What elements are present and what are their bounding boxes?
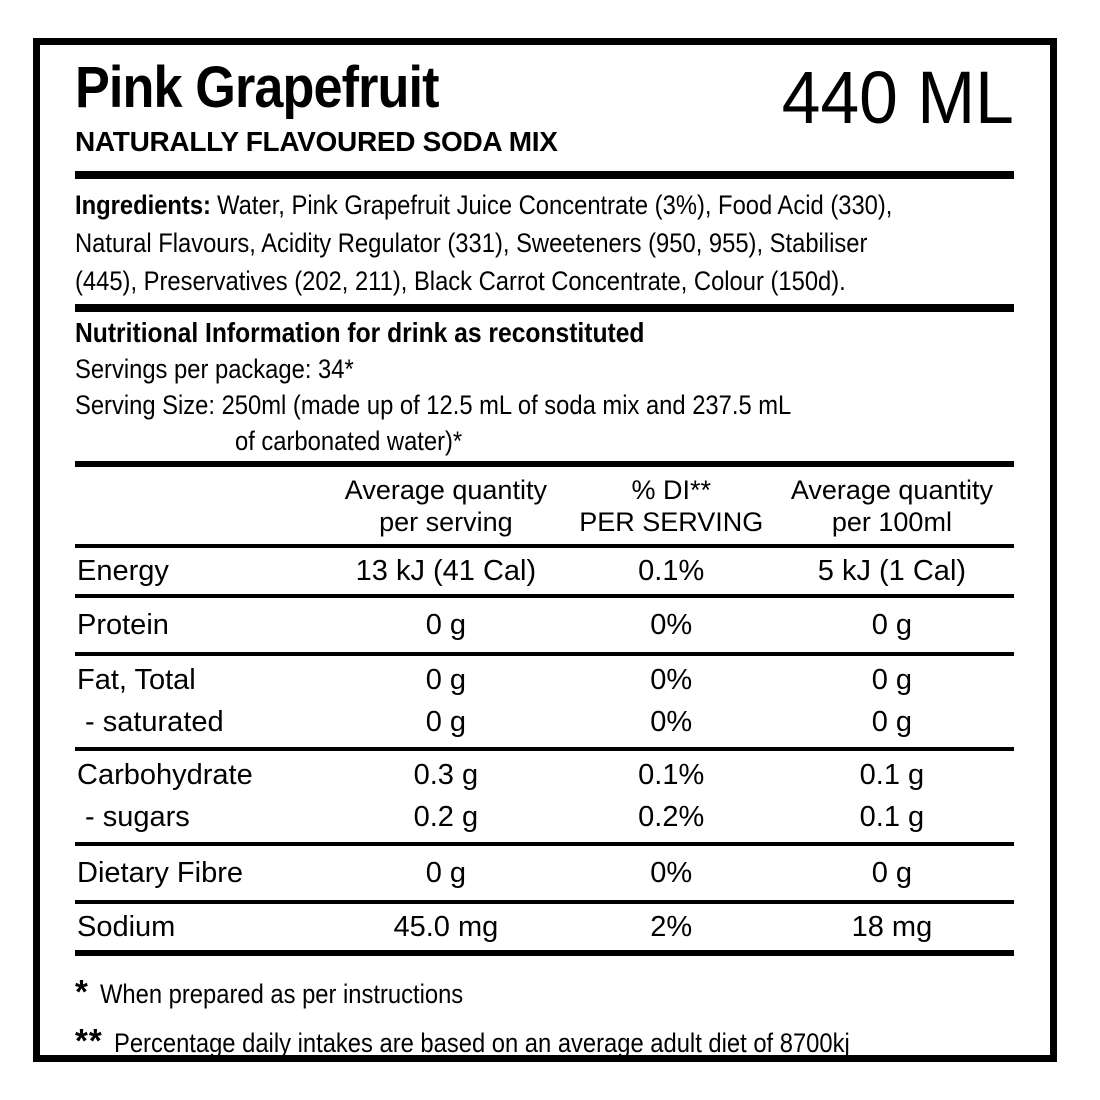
- row-group-energy: [75, 546, 1014, 596]
- serving-size-line1: Serving Size: 250ml (made up of 12.5 mL of soda mix and 237.5 mL: [75, 390, 792, 420]
- ingredients-heading: Ingredients:: [75, 190, 211, 220]
- value-di: 0.1%: [638, 759, 705, 791]
- value-per-100ml: 5 kJ (1 Cal): [817, 555, 967, 587]
- nutrition-info-intro: [75, 315, 1014, 459]
- value-per-100ml: 0 g: [871, 706, 913, 738]
- header-left: [75, 45, 558, 158]
- col-header-empty: [75, 464, 319, 546]
- section-divider: [75, 171, 1014, 179]
- row-group-fibre: [75, 844, 1014, 902]
- footnote-text: Percentage daily intakes are based on an average adult diet of 8700kj: [113, 1028, 850, 1058]
- nutrition-table: [75, 461, 1014, 956]
- ingredients-line: (445), Preservatives (202, 211), Black Carrot Concentrate, Colour (150d).: [75, 266, 846, 296]
- value-per-serving: 45.0 mg: [393, 911, 499, 943]
- row-group-sodium: [75, 902, 1014, 953]
- row-group-fat: [75, 654, 1014, 749]
- table-row-carbohydrate: [75, 749, 1014, 796]
- footnote-marker: **: [75, 1022, 103, 1059]
- volume-text: 440 ML: [781, 56, 1014, 139]
- nutrient-name: - sugars: [85, 801, 190, 833]
- value-di: 0.2%: [638, 801, 705, 833]
- label-header: [75, 45, 1014, 158]
- servings-per-package: Servings per package: 34*: [75, 354, 354, 384]
- section-divider: [75, 304, 1014, 312]
- value-di: 2%: [650, 911, 693, 943]
- nutrient-name: Dietary Fibre: [77, 857, 243, 889]
- table-row-protein: [75, 596, 1014, 654]
- col-header-per-100ml: Average quantity per 100ml: [790, 475, 993, 537]
- value-per-serving: 0.2 g: [413, 801, 479, 833]
- value-per-serving: 0 g: [425, 857, 467, 889]
- footnote-daily-intake: [75, 1021, 1014, 1063]
- value-per-serving: 0.3 g: [413, 759, 479, 791]
- value-di: 0%: [650, 664, 693, 696]
- footnote-text: When prepared as per instructions: [99, 979, 464, 1009]
- value-per-100ml: 0 g: [871, 857, 913, 889]
- col-header-per-serving: Average quantity per serving: [344, 475, 547, 537]
- value-di: 0%: [650, 857, 693, 889]
- table-row-saturated: [75, 701, 1014, 749]
- value-per-serving: 0 g: [425, 664, 467, 696]
- value-di: 0%: [650, 609, 693, 641]
- nutrient-name: - saturated: [85, 706, 224, 738]
- row-group-carbohydrate: [75, 749, 1014, 844]
- nutrient-name: Sodium: [77, 911, 176, 943]
- table-row-fat-total: [75, 654, 1014, 701]
- footnote-marker: *: [75, 973, 89, 1010]
- value-per-100ml: 0.1 g: [859, 759, 925, 791]
- footnotes: [75, 972, 1014, 1063]
- table-row-sugars: [75, 796, 1014, 844]
- nutrition-table-head: [75, 464, 1014, 546]
- nutrient-name: Carbohydrate: [77, 759, 253, 791]
- value-di: 0.1%: [638, 555, 705, 587]
- product-subtitle: NATURALLY FLAVOURED SODA MIX: [75, 126, 558, 157]
- nutrient-name: Protein: [77, 609, 169, 641]
- col-header-di: % DI** PER SERVING: [579, 475, 764, 537]
- table-row-sodium: [75, 902, 1014, 953]
- ingredients-line: Natural Flavours, Acidity Regulator (331), Sweeteners (950, 955), Stabiliser: [75, 228, 868, 258]
- value-per-100ml: 0 g: [871, 664, 913, 696]
- table-row-energy: [75, 546, 1014, 596]
- value-per-serving: 0 g: [425, 609, 467, 641]
- value-per-serving: 13 kJ (41 Cal): [355, 555, 537, 587]
- product-title: Pink Grapefruit: [75, 55, 439, 120]
- table-row-dietary-fibre: [75, 844, 1014, 902]
- row-group-protein: [75, 596, 1014, 654]
- value-per-100ml: 0.1 g: [859, 801, 925, 833]
- ingredients-line: Ingredients: Water, Pink Grapefruit Juice Concentrate (3%), Food Acid (330),: [75, 190, 893, 220]
- value-di: 0%: [650, 706, 693, 738]
- nutrition-label: [33, 38, 1057, 1062]
- nutrient-name: Fat, Total: [77, 664, 196, 696]
- value-per-100ml: 18 mg: [851, 911, 933, 943]
- value-per-100ml: 0 g: [871, 609, 913, 641]
- nutrition-section-title: Nutritional Information for drink as reconstituted: [75, 317, 645, 348]
- footnote-prepared: [75, 972, 1014, 1014]
- value-per-serving: 0 g: [425, 706, 467, 738]
- serving-size-line2: of carbonated water)*: [235, 426, 463, 456]
- ingredients-text: [75, 186, 1014, 300]
- nutrient-name: Energy: [77, 555, 169, 587]
